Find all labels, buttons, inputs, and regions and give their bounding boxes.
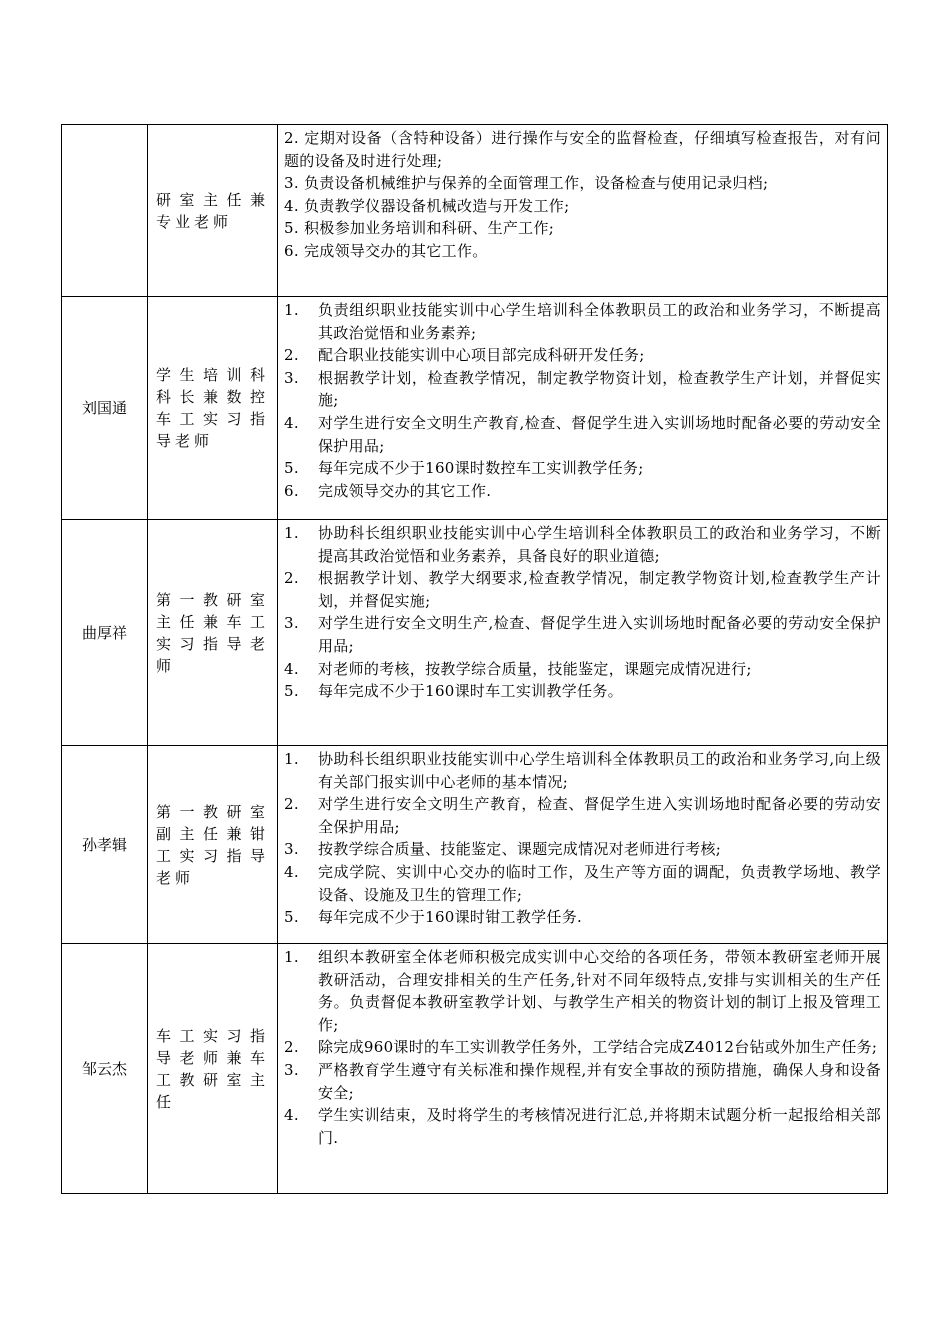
item-text: 完成学院、实训中心交办的临时工作，及生产等方面的调配，负责教学场地、教学设备、设施及卫生的管理工作;: [318, 862, 881, 904]
duty-list: [278, 297, 888, 520]
item-text: 每年完成不少于160课时数控车工实训教学任务;: [318, 459, 644, 478]
item-number: 1.: [284, 524, 299, 542]
item-text: 完成领导交办的其它工作.: [318, 481, 492, 500]
post-title: 学生培训科科长兼数控车工实习指导老师: [148, 297, 278, 520]
duty-list: [278, 746, 888, 944]
person-name: [62, 125, 148, 297]
duty-table: [61, 124, 888, 1194]
item-text: 协助科长组织职业技能实训中心学生培训科全体教职员工的政治和业务学习，不断提高其政治觉悟和业务素养，具备良好的职业道德;: [318, 524, 881, 565]
duty-item: [284, 658, 881, 681]
item-number: 1.: [284, 750, 299, 768]
item-number: 1.: [284, 301, 299, 319]
duty-item: [284, 793, 881, 838]
duty-item: 2. 定期对设备（含特种设备）进行操作与安全的监督检查，仔细填写检查报告，对有问题的设备及时进行处理;: [284, 129, 881, 170]
item-text: 对老师的考核，按教学综合质量，技能鉴定，课题完成情况进行;: [318, 659, 752, 678]
duty-list: [278, 520, 888, 746]
item-text: 根据教学计划，检查教学情况，制定教学物资计划，检查教学生产计划，并督促实施;: [318, 368, 881, 410]
item-text: 根据教学计划、教学大纲要求,检查教学情况，制定教学物资计划,检查教学生产计划，并督促实施;: [318, 569, 881, 610]
item-number: 3.: [284, 840, 299, 859]
table-row: [62, 297, 888, 520]
item-number: 6.: [284, 481, 299, 500]
duty-item: [284, 1104, 881, 1149]
table-row: [62, 125, 888, 297]
item-number: 5.: [284, 682, 299, 701]
duty-list: [278, 125, 888, 297]
item-number: 2.: [284, 569, 299, 588]
item-number: 4.: [284, 1106, 299, 1125]
duty-item: 4. 负责教学仪器设备机械改造与开发工作;: [284, 196, 570, 215]
duty-item: [284, 367, 881, 412]
item-number: 4.: [284, 659, 299, 678]
duty-item: [284, 1036, 881, 1059]
item-text: 对学生进行安全文明生产教育,检查、督促学生进入实训场地时配备必要的劳动安全保护用品;: [318, 413, 881, 455]
item-text: 除完成960课时的车工实训教学任务外，工学结合完成Z4012台钻或外加生产任务;: [318, 1038, 878, 1057]
table-row: [62, 944, 888, 1194]
duty-item: [284, 522, 881, 567]
duty-item: [284, 480, 881, 503]
duty-item: [284, 838, 881, 861]
person-name: 曲厚祥: [62, 520, 148, 746]
duty-item: [284, 457, 881, 480]
item-text: 对学生进行安全文明生产,检查、督促学生进入实训场地时配备必要的劳动安全保护用品;: [318, 614, 881, 655]
duty-item: 3. 负责设备机械维护与保养的全面管理工作，设备检查与使用记录归档;: [284, 174, 769, 193]
duty-item: 5. 积极参加业务培训和科研、生产工作;: [284, 219, 555, 238]
item-text: 每年完成不少于160课时车工实训教学任务。: [318, 682, 623, 701]
duty-item: [284, 680, 881, 703]
duty-item: [284, 1059, 881, 1104]
item-text: 协助科长组织职业技能实训中心学生培训科全体教职员工的政治和业务学习,向上级有关部门报实训中心老师的基本情况;: [318, 750, 881, 791]
duty-item: [284, 906, 881, 929]
item-number: 2.: [284, 795, 299, 814]
post-title: 第一教研室副主任兼钳工实习指导老师: [148, 746, 278, 944]
item-number: 4.: [284, 862, 299, 881]
duty-item: [284, 412, 881, 457]
item-number: 3.: [284, 614, 299, 633]
item-text: 组织本教研室全体老师积极完成实训中心交给的各项任务，带领本教研室老师开展教研活动，合理安排相关的生产任务,针对不同年级特点,安排与实训相关的生产任务。负责督促本教研室教学计划、与教学生产相关的物资计划的制订上报及管理工作;: [318, 948, 881, 1034]
item-text: 严格教育学生遵守有关标准和操作规程,并有安全事故的预防措施，确保人身和设备安全;: [318, 1060, 881, 1102]
person-name: 刘国通: [62, 297, 148, 520]
table-row: [62, 746, 888, 944]
duty-item: [284, 946, 881, 1036]
item-text: 配合职业技能实训中心项目部完成科研开发任务;: [318, 346, 645, 365]
table-row: [62, 520, 888, 746]
post-title: 第一教研室主任兼车工实习指导老师: [148, 520, 278, 746]
item-text: 对学生进行安全文明生产教育，检查、督促学生进入实训场地时配备必要的劳动安全保护用品;: [318, 795, 881, 836]
person-name: 邹云杰: [62, 944, 148, 1194]
item-number: 3.: [284, 1060, 299, 1079]
post-title: 车工实习指导老师兼车工教研室主任: [148, 944, 278, 1194]
duty-item: [284, 299, 881, 344]
item-text: 负责组织职业技能实训中心学生培训科全体教职员工的政治和业务学习，不断提高其政治觉悟和业务素养;: [318, 301, 881, 342]
item-number: 5.: [284, 459, 299, 478]
item-number: 2.: [284, 346, 299, 365]
duty-item: 6. 完成领导交办的其它工作。: [284, 241, 488, 260]
duty-item: [284, 567, 881, 612]
duty-list: [278, 944, 888, 1194]
duty-item: [284, 861, 881, 906]
post-title: 研室主任兼专业老师: [148, 125, 278, 297]
item-number: 1.: [284, 948, 299, 966]
item-text: 按教学综合质量、技能鉴定、课题完成情况对老师进行考核;: [318, 840, 722, 859]
item-text: 每年完成不少于160课时钳工教学任务.: [318, 908, 583, 927]
duty-item: [284, 344, 881, 367]
person-name: 孙孝辑: [62, 746, 148, 944]
duty-item: [284, 612, 881, 657]
item-number: 5.: [284, 908, 299, 927]
item-number: 3.: [284, 368, 299, 387]
item-text: 学生实训结束，及时将学生的考核情况进行汇总,并将期末试题分析一起报给相关部门.: [318, 1106, 881, 1147]
item-number: 4.: [284, 413, 299, 432]
item-number: 2.: [284, 1038, 299, 1057]
duty-item: [284, 748, 881, 793]
